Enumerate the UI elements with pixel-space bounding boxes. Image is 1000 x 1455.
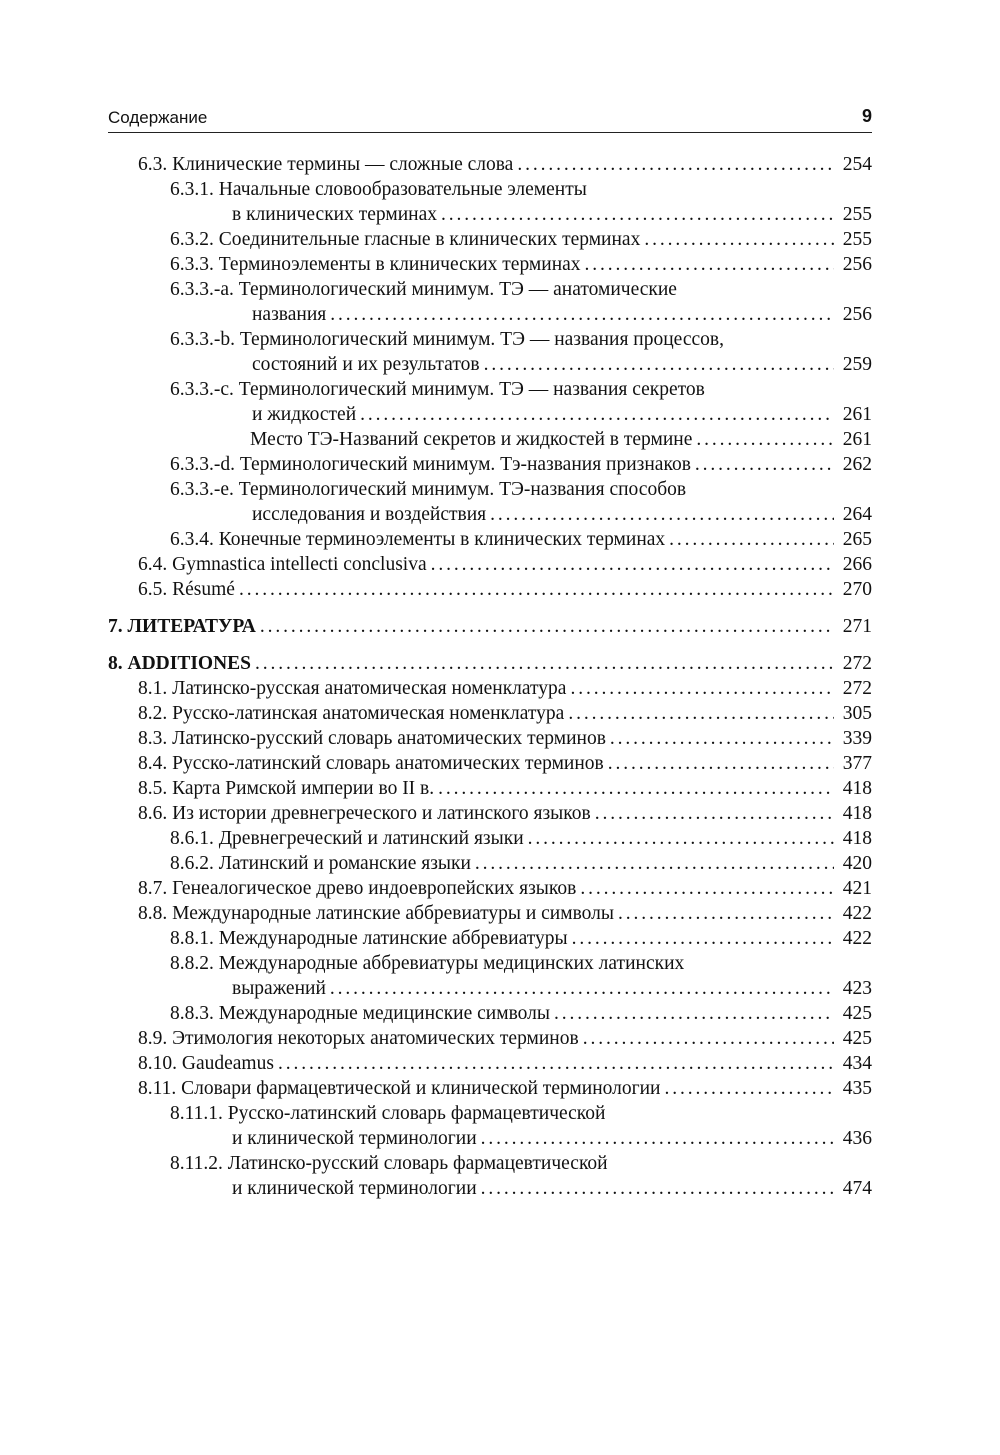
toc-entry-title: Gymnastica intellecti conclusiva xyxy=(172,554,427,575)
toc-entry-title: Генеалогическое древо индоевропейских языков xyxy=(172,878,577,899)
toc-entry-title: Латинский и романские языки xyxy=(218,853,471,874)
toc-entry[interactable]: 8.8.3. Международные медицинские символы . . . 425 xyxy=(108,1001,872,1026)
header-title: Содержание xyxy=(108,108,208,127)
toc-entry[interactable]: 6.3.4. Конечные терминоэлементы в клинических терминах . . . 265 xyxy=(108,527,872,552)
toc-entry-continuation[interactable]: состояний и их результатов . . . 259 xyxy=(108,352,872,377)
toc-entry[interactable]: 8.1. Латинско-русская анатомическая номенклатура . . . 272 xyxy=(108,676,872,701)
toc-entry-title: Международные медицинские символы xyxy=(218,1003,550,1024)
toc-page-number: 261 xyxy=(842,404,872,425)
toc-entry[interactable]: 6.5. Résumé . . . 270 xyxy=(108,577,872,602)
toc-chapter-title: ЛИТЕРАТУРА xyxy=(127,616,256,637)
toc-page-number: 305 xyxy=(842,703,872,724)
toc-entry-title: Латинско-русский словарь фармацевтической xyxy=(227,1153,608,1174)
toc-entry[interactable]: 8.10. Gaudeamus . . . 434 xyxy=(108,1051,872,1076)
page-number: 9 xyxy=(861,106,872,126)
toc-entry-title: Русско-латинский словарь фармацевтической xyxy=(227,1103,606,1124)
toc-entry[interactable]: 6.3.3.-e. Терминологический минимум. ТЭ-названия способов xyxy=(170,479,687,500)
toc-entry[interactable]: 6.4. Gymnastica intellecti conclusiva . . . 266 xyxy=(108,552,872,577)
toc-page-number: 436 xyxy=(842,1128,872,1149)
toc-entry-continuation[interactable]: в клинических терминах . . . 255 xyxy=(108,202,872,227)
toc-entry-title: Русско-латинский словарь анатомических терминов xyxy=(172,753,604,774)
toc-entry[interactable]: 6.3.3.-b. Терминологический минимум. ТЭ — названия процессов, xyxy=(170,329,724,350)
toc-entry-continuation[interactable]: выражений . . . 423 xyxy=(108,976,872,1001)
toc-entry[interactable]: 8.2. Русско-латинская анатомическая номенклатура . . . 305 xyxy=(108,701,872,726)
toc-entry-title: Терминологический минимум. ТЭ — названия процессов, xyxy=(239,329,724,350)
toc-page-number: 272 xyxy=(842,653,872,674)
toc-entry[interactable]: 6.3.3. Терминоэлементы в клинических терминах . . . 256 xyxy=(108,252,872,277)
toc-entry[interactable]: 6.3. Клинические термины — сложные слова . . . 254 xyxy=(108,152,872,177)
toc-page-number: 434 xyxy=(842,1053,872,1074)
toc-entry[interactable]: 8.9. Этимология некоторых анатомических терминов . . . 425 xyxy=(108,1026,872,1051)
toc-page-number: 259 xyxy=(842,354,872,375)
toc-entry[interactable]: 8.8.2. Международные аббревиатуры медицинских латинских xyxy=(170,953,685,974)
toc-page-number: 418 xyxy=(842,828,872,849)
toc-page-number: 271 xyxy=(842,616,872,637)
toc-entry-title: Латинско-русский словарь анатомических терминов xyxy=(172,728,606,749)
toc-entry[interactable]: 8.8.1. Международные латинские аббревиатуры . . . 422 xyxy=(108,926,872,951)
toc-entry-title: Терминоэлементы в клинических терминах xyxy=(218,254,581,275)
toc-entry-title: Словари фармацевтической и клинической терминологии xyxy=(181,1078,661,1099)
toc-page-number: 265 xyxy=(842,529,872,550)
toc-entry[interactable]: 8.5. Карта Римской империи во II в. . . . 418 xyxy=(108,776,872,801)
toc-entry[interactable]: 8.11.1. Русско-латинский словарь фармацевтической xyxy=(170,1103,606,1124)
toc-page-number: 423 xyxy=(842,978,872,999)
toc-page-number: 418 xyxy=(842,778,872,799)
toc-page-number: 474 xyxy=(842,1178,872,1199)
toc-entry[interactable]: 8.6.2. Латинский и романские языки . . . 420 xyxy=(108,851,872,876)
toc-chapter[interactable]: 8. ADDITIONES . . . 272 xyxy=(108,651,872,676)
toc-entry-title: Терминологический минимум. ТЭ — анатомические xyxy=(238,279,677,300)
toc-entry[interactable] xyxy=(108,427,872,452)
toc-entry[interactable]: 6.3.3.-c. Терминологический минимум. ТЭ — названия секретов xyxy=(170,379,705,400)
toc-page-number: 435 xyxy=(842,1078,872,1099)
toc-entry-title: Клинические термины — сложные слова xyxy=(172,154,514,175)
toc-entry-title: Résumé xyxy=(172,579,235,600)
toc-entry-title: Русско-латинская анатомическая номенклатура xyxy=(172,703,565,724)
toc-chapter-title: ADDITIONES xyxy=(127,653,252,674)
toc-entry-title: Карта Римской империи во II в. xyxy=(172,778,435,799)
toc-entry-continuation[interactable]: и клинической терминологии . . . 474 xyxy=(108,1176,872,1201)
toc-page-number: 272 xyxy=(842,678,872,699)
toc-page-number: 266 xyxy=(842,554,872,575)
toc-entry[interactable]: 8.4. Русско-латинский словарь анатомических терминов . . . 377 xyxy=(108,751,872,776)
toc-entry[interactable]: 8.3. Латинско-русский словарь анатомических терминов . . . 339 xyxy=(108,726,872,751)
toc-entry[interactable]: 8.6.1. Древнегреческий и латинский языки . . . 418 xyxy=(108,826,872,851)
toc-entry-title: Древнегреческий и латинский языки xyxy=(218,828,524,849)
toc-page-number: 256 xyxy=(842,304,872,325)
toc-page-number: 422 xyxy=(842,903,872,924)
toc-entry-continuation[interactable]: и жидкостей . . . 261 xyxy=(108,402,872,427)
toc-entry-title: Терминологический минимум. ТЭ-названия способов xyxy=(238,479,687,500)
toc-page-number: 270 xyxy=(842,579,872,600)
toc-page-number: 261 xyxy=(842,429,872,450)
toc-entry-title: Терминологический минимум. Тэ-названия признаков xyxy=(239,454,691,475)
toc-entry-title: Gaudeamus xyxy=(181,1053,274,1074)
toc-entry-title: Соединительные гласные в клинических терминах xyxy=(218,229,641,250)
toc-page-number: 421 xyxy=(842,878,872,899)
toc-page-number: 255 xyxy=(842,229,872,250)
toc-page-number: 339 xyxy=(842,728,872,749)
toc-page-number: 377 xyxy=(842,753,872,774)
running-header xyxy=(108,106,872,133)
toc-entry-title: Терминологический минимум. ТЭ — названия секретов xyxy=(238,379,705,400)
toc-entry-title: Международные латинские аббревиатуры и символы xyxy=(172,903,614,924)
toc-entry[interactable]: 8.7. Генеалогическое древо индоевропейских языков . . . 421 xyxy=(108,876,872,901)
toc-entry[interactable]: 8.8. Международные латинские аббревиатуры и символы . . . 422 xyxy=(108,901,872,926)
table-of-contents xyxy=(108,152,872,1201)
toc-page-number: 420 xyxy=(842,853,872,874)
toc-page-number: 425 xyxy=(842,1028,872,1049)
toc-entry-title: Место ТЭ-Названий секретов и жидкостей в термине xyxy=(250,429,693,450)
toc-entry-title: Международные аббревиатуры медицинских латинских xyxy=(218,953,685,974)
toc-entry[interactable]: 8.11.2. Латинско-русский словарь фармацевтической xyxy=(170,1153,608,1174)
toc-entry-title: Международные латинские аббревиатуры xyxy=(218,928,568,949)
toc-entry[interactable]: 8.11. Словари фармацевтической и клинической терминологии . . . 435 xyxy=(108,1076,872,1101)
toc-entry-title: Начальные словообразовательные элементы xyxy=(218,179,587,200)
toc-entry[interactable]: 6.3.1. Начальные словообразовательные элементы xyxy=(170,179,587,200)
toc-entry[interactable]: 6.3.3.-d. Терминологический минимум. Тэ-названия признаков . . . 262 xyxy=(108,452,872,477)
toc-entry-title: Конечные терминоэлементы в клинических терминах xyxy=(218,529,666,550)
toc-page-number: 264 xyxy=(842,504,872,525)
toc-page-number: 255 xyxy=(842,204,872,225)
toc-entry-title: Из истории древнегреческого и латинского языков xyxy=(172,803,591,824)
toc-entry[interactable]: 6.3.3.-a. Терминологический минимум. ТЭ — анатомические xyxy=(170,279,677,300)
toc-page-number: 418 xyxy=(842,803,872,824)
toc-page-number: 422 xyxy=(842,928,872,949)
toc-entry-title: Латинско-русская анатомическая номенклатура xyxy=(172,678,567,699)
toc-page-number: 256 xyxy=(842,254,872,275)
toc-entry[interactable]: 6.3.2. Соединительные гласные в клинических терминах . . . 255 xyxy=(108,227,872,252)
toc-chapter[interactable]: 7. ЛИТЕРАТУРА . . . 271 xyxy=(108,614,872,639)
toc-entry-title: Этимология некоторых анатомических терминов xyxy=(172,1028,579,1049)
toc-page-number: 262 xyxy=(842,454,872,475)
toc-page-number: 254 xyxy=(842,154,872,175)
toc-entry[interactable]: 8.6. Из истории древнегреческого и латинского языков . . . 418 xyxy=(108,801,872,826)
toc-entry-continuation[interactable]: исследования и воздействия . . . 264 xyxy=(108,502,872,527)
toc-page-number: 425 xyxy=(842,1003,872,1024)
toc-entry-continuation[interactable]: и клинической терминологии . . . 436 xyxy=(108,1126,872,1151)
toc-entry-continuation[interactable]: названия . . . 256 xyxy=(108,302,872,327)
